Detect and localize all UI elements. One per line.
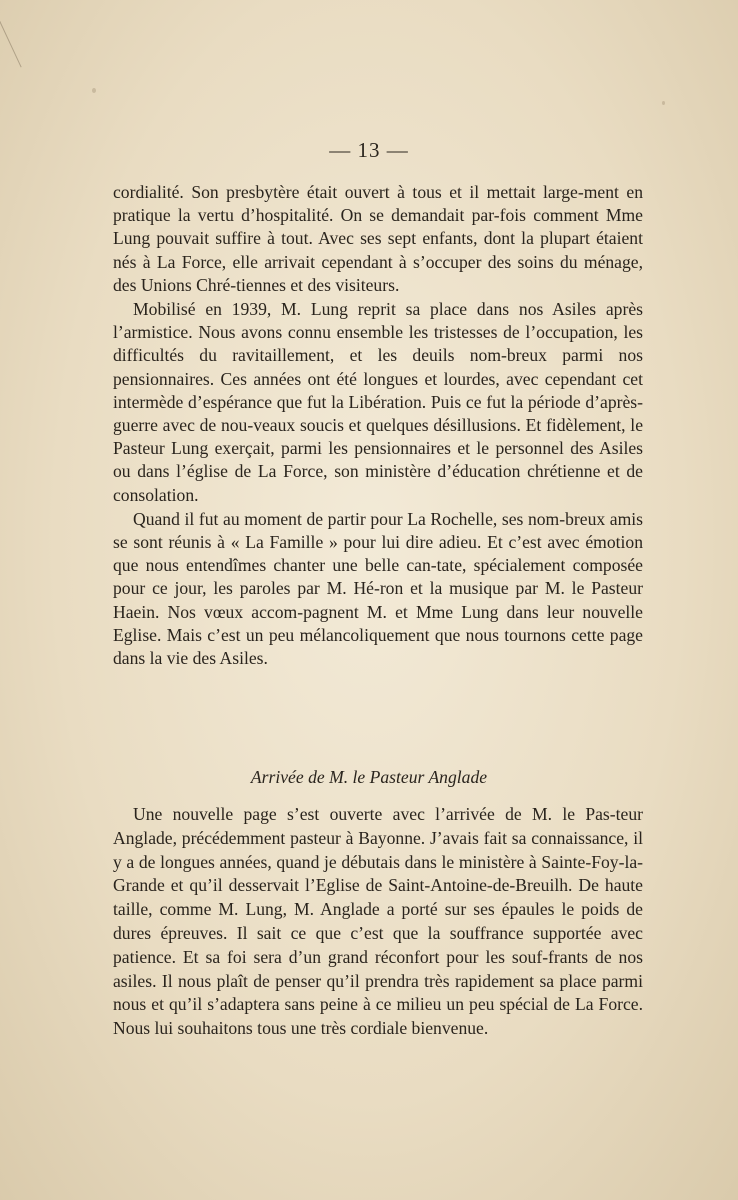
body-text-lower [113,803,643,1041]
paragraph: Mobilisé en 1939, M. Lung reprit sa place dans nos Asiles après l’armistice. Nous avons connu ensemble les tristesses de l’occupation, les difficultés du ravitaillement, et les deuils nom-breux parmi nos pensionnaires. Ces années ont été longues et lourdes, avec cependant cet intermède d’espérance que fut la Libération. Puis ce fut la période d’après-guerre avec de nou-veaux soucis et quelques désillusions. Et fidèlement, le Pasteur Lung exerçait, parmi les pensionnaires et le personnel des Asiles ou dans l’église de La Force, son ministère d’éducation chrétienne et de consolation. [113,299,643,505]
page-crease [0,13,22,68]
section-heading: Arrivée de M. le Pasteur Anglade [250,767,488,787]
body-text-upper [113,181,643,670]
paragraph: Une nouvelle page s’est ouverte avec l’arrivée de M. le Pas-teur Anglade, précédemment pasteur à Bayonne. J’avais fait sa connaissance, il y a de longues années, quand je débutais dans le ministère à Sainte-Foy-la-Grande et qu’il desservait l’Eglise de Saint-Antoine-de-Breuilh. De haute taille, comme M. Lung, M. Anglade a porté sur ses épaules le poids de dures épreuves. Il sait ce que c’est que la souffrance supportée avec patience. Et sa foi sera d’un grand réconfort pour les souf-frants de nos asiles. Il nous plaît de penser qu’il prendra très rapidement sa place parmi nous et qu’il s’adaptera sans peine à ce milieu un peu spécial de La Force. Nous lui souhaitons tous une très cordiale bienvenue. [113,804,643,1039]
ink-dot [92,88,96,93]
paragraph: Quand il fut au moment de partir pour La Rochelle, ses nom-breux amis se sont réunis à « La Famille » pour lui dire adieu. Et c’est avec émotion que nous entendîmes chanter une belle can-tate, spécialement composée pour ce jour, les paroles par M. Hé-ron et la musique par M. le Pasteur Haein. Nos vœux accom-pagnent M. et Mme Lung dans leur nouvelle Eglise. Mais c’est un peu mélancoliquement que nous tournons cette page dans la vie des Asiles. [113,508,643,669]
ink-dot [662,101,665,105]
paragraph: cordialité. Son presbytère était ouvert à tous et il mettait large-ment en pratique la vertu d’hospitalité. On se demandait par-fois comment Mme Lung pouvait suffire à tout. Avec ses sept enfants, dont la plupart étaient nés à La Force, elle arrivait cependant à s’occuper des soins du ménage, des Unions Chré-tiennes et des visiteurs. [113,182,643,295]
page-number: — 13 — [329,138,409,162]
